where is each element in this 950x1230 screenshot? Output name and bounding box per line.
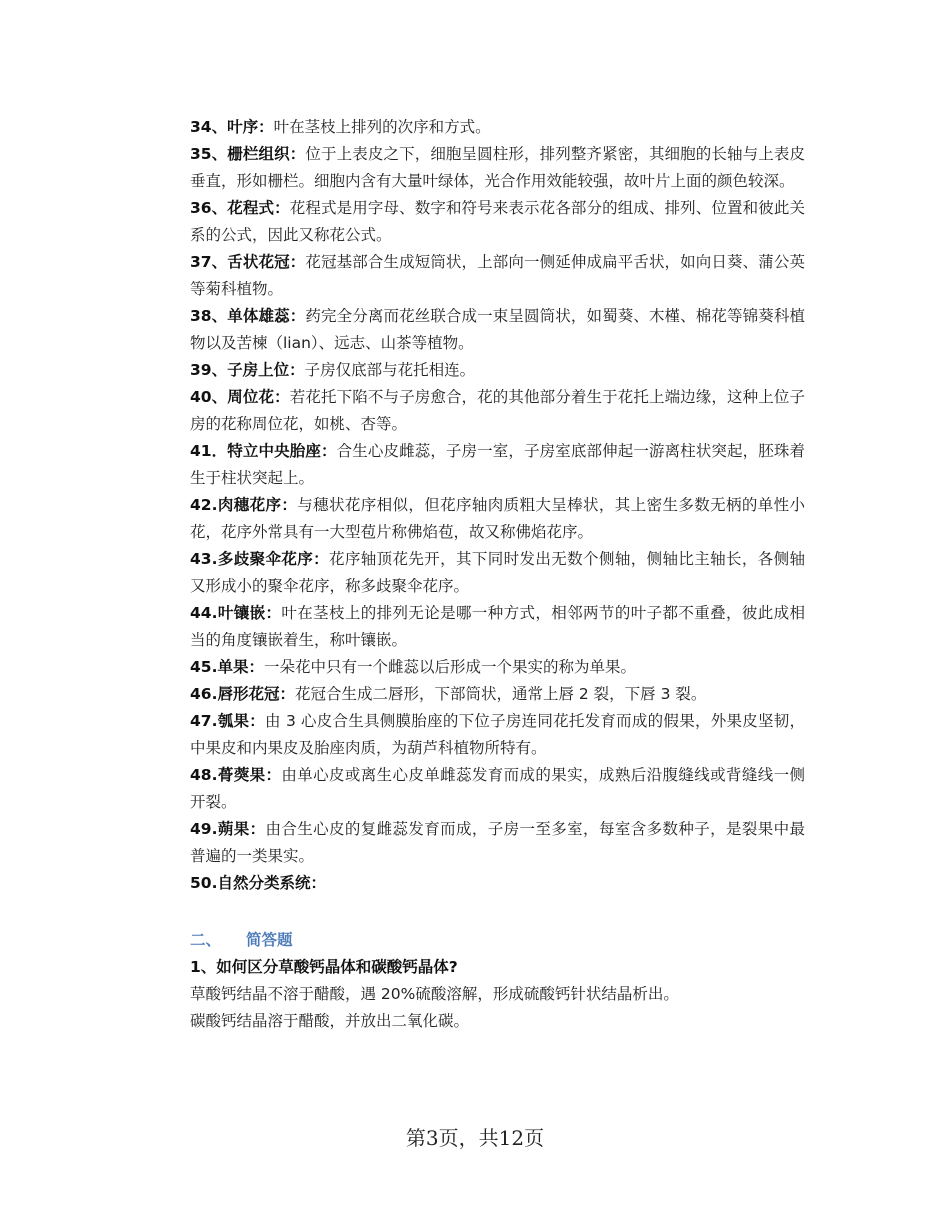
glossary-entry bbox=[190, 438, 805, 492]
glossary-term: 37、舌状花冠： bbox=[190, 253, 306, 271]
glossary-entry bbox=[190, 654, 805, 681]
glossary-definition: 花冠基部合生成短筒状，上部向一侧延伸成扁平舌状，如向日葵、蒲公英等菊科植物。 bbox=[190, 253, 805, 298]
glossary-term: 40、周位花： bbox=[190, 388, 290, 406]
glossary-term: 41．特立中央胎座： bbox=[190, 442, 337, 460]
glossary-term: 47.瓠果： bbox=[190, 712, 265, 730]
glossary-entry bbox=[190, 870, 805, 897]
glossary-definition: 花程式是用字母、数字和符号来表示花各部分的组成、排列、位置和彼此关系的公式，因此又称花公式。 bbox=[190, 199, 805, 244]
answer-line: 草酸钙结晶不溶于醋酸，遇 20%硫酸溶解，形成硫酸钙针状结晶析出。 bbox=[190, 985, 679, 1003]
glossary-definition: 一朵花中只有一个雌蕊以后形成一个果实的称为单果。 bbox=[263, 658, 636, 676]
glossary-term: 38、单体雄蕊： bbox=[190, 307, 306, 325]
glossary-entry bbox=[190, 141, 805, 195]
glossary-definition: 子房仅底部与花托相连。 bbox=[304, 361, 476, 379]
glossary-definition: 药完全分离而花丝联合成一束呈圆筒状，如蜀葵、木槿、棉花等锦葵科植物以及苦楝（lian）、远志、山茶等植物。 bbox=[190, 307, 805, 352]
glossary-term: 49.蒴果： bbox=[190, 820, 266, 838]
glossary-entry bbox=[190, 708, 805, 762]
glossary-entry bbox=[190, 546, 805, 600]
glossary-definition: 由单心皮或离生心皮单雌蕊发育而成的果实，成熟后沿腹缝线或背缝线一侧开裂。 bbox=[190, 766, 805, 811]
glossary-term: 46.唇形花冠： bbox=[190, 685, 295, 703]
glossary-definition: 与穗状花序相似，但花序轴肉质粗大呈棒状，其上密生多数无柄的单性小花，花序外常具有一大型苞片称佛焰苞，故又称佛焰花序。 bbox=[190, 496, 805, 541]
section-number: 二、 bbox=[190, 931, 222, 949]
section-title: 简答题 bbox=[246, 931, 293, 949]
glossary-term: 43.多歧聚伞花序： bbox=[190, 550, 329, 568]
glossary-term: 42.肉穗花序： bbox=[190, 496, 298, 514]
glossary-entry bbox=[190, 492, 805, 546]
glossary-term: 50.自然分类系统： bbox=[190, 874, 326, 892]
glossary-definition: 合生心皮雌蕊，子房一室，子房室底部伸起一游离柱状突起，胚珠着生于柱状突起上。 bbox=[190, 442, 805, 487]
glossary-term: 36、花程式： bbox=[190, 199, 290, 217]
glossary-definition: 花序轴顶花先开，其下同时发出无数个侧轴，侧轴比主轴长，各侧轴又形成小的聚伞花序，称多歧聚伞花序。 bbox=[190, 550, 805, 595]
glossary-definition: 由合生心皮的复雌蕊发育而成，子房一至多室，每室含多数种子，是裂果中最普遍的一类果实。 bbox=[190, 820, 805, 865]
glossary-entry bbox=[190, 195, 805, 249]
glossary-entry bbox=[190, 249, 805, 303]
glossary-term: 45.单果： bbox=[190, 658, 264, 676]
glossary-entry bbox=[190, 384, 805, 438]
question-title: 1、如何区分草酸钙晶体和碳酸钙晶体? bbox=[190, 958, 458, 976]
page-number: 第3页，共12页 bbox=[405, 1126, 545, 1150]
glossary-entry bbox=[190, 816, 805, 870]
glossary-term: 48.蓇葖果： bbox=[190, 766, 282, 784]
section-heading bbox=[190, 927, 805, 954]
glossary-definition: 叶在茎枝上排列的次序和方式。 bbox=[273, 118, 491, 136]
glossary-term: 35、栅栏组织： bbox=[190, 145, 306, 163]
page-content bbox=[190, 114, 805, 1035]
answer-line: 碳酸钙结晶溶于醋酸，并放出二氧化碳。 bbox=[190, 1012, 470, 1030]
glossary-definition: 位于上表皮之下，细胞呈圆柱形，排列整齐紧密，其细胞的长轴与上表皮垂直，形如栅栏。细胞内含有大量叶绿体，光合作用效能较强，故叶片上面的颜色较深。 bbox=[190, 145, 805, 190]
glossary-term: 39、子房上位： bbox=[190, 361, 305, 379]
glossary-entry bbox=[190, 600, 805, 654]
glossary-list bbox=[190, 114, 805, 897]
glossary-entry bbox=[190, 114, 805, 141]
glossary-entry bbox=[190, 303, 805, 357]
glossary-term: 34、叶序： bbox=[190, 118, 274, 136]
glossary-definition: 叶在茎枝上的排列无论是哪一种方式，相邻两节的叶子都不重叠，彼此成相当的角度镶嵌着生，称叶镶嵌。 bbox=[190, 604, 805, 649]
glossary-definition: 若花托下陷不与子房愈合，花的其他部分着生于花托上端边缘，这种上位子房的花称周位花，如桃、杏等。 bbox=[190, 388, 805, 433]
glossary-entry bbox=[190, 681, 805, 708]
glossary-definition: 花冠合生成二唇形，下部筒状，通常上唇 2 裂，下唇 3 裂。 bbox=[294, 685, 707, 703]
glossary-definition: 由 3 心皮合生具侧膜胎座的下位子房连同花托发育而成的假果，外果皮坚韧，中果皮和内果皮及胎座肉质，为葫芦科植物所特有。 bbox=[190, 712, 805, 757]
glossary-entry bbox=[190, 357, 805, 384]
glossary-term: 44.叶镶嵌： bbox=[190, 604, 282, 622]
glossary-entry bbox=[190, 762, 805, 816]
